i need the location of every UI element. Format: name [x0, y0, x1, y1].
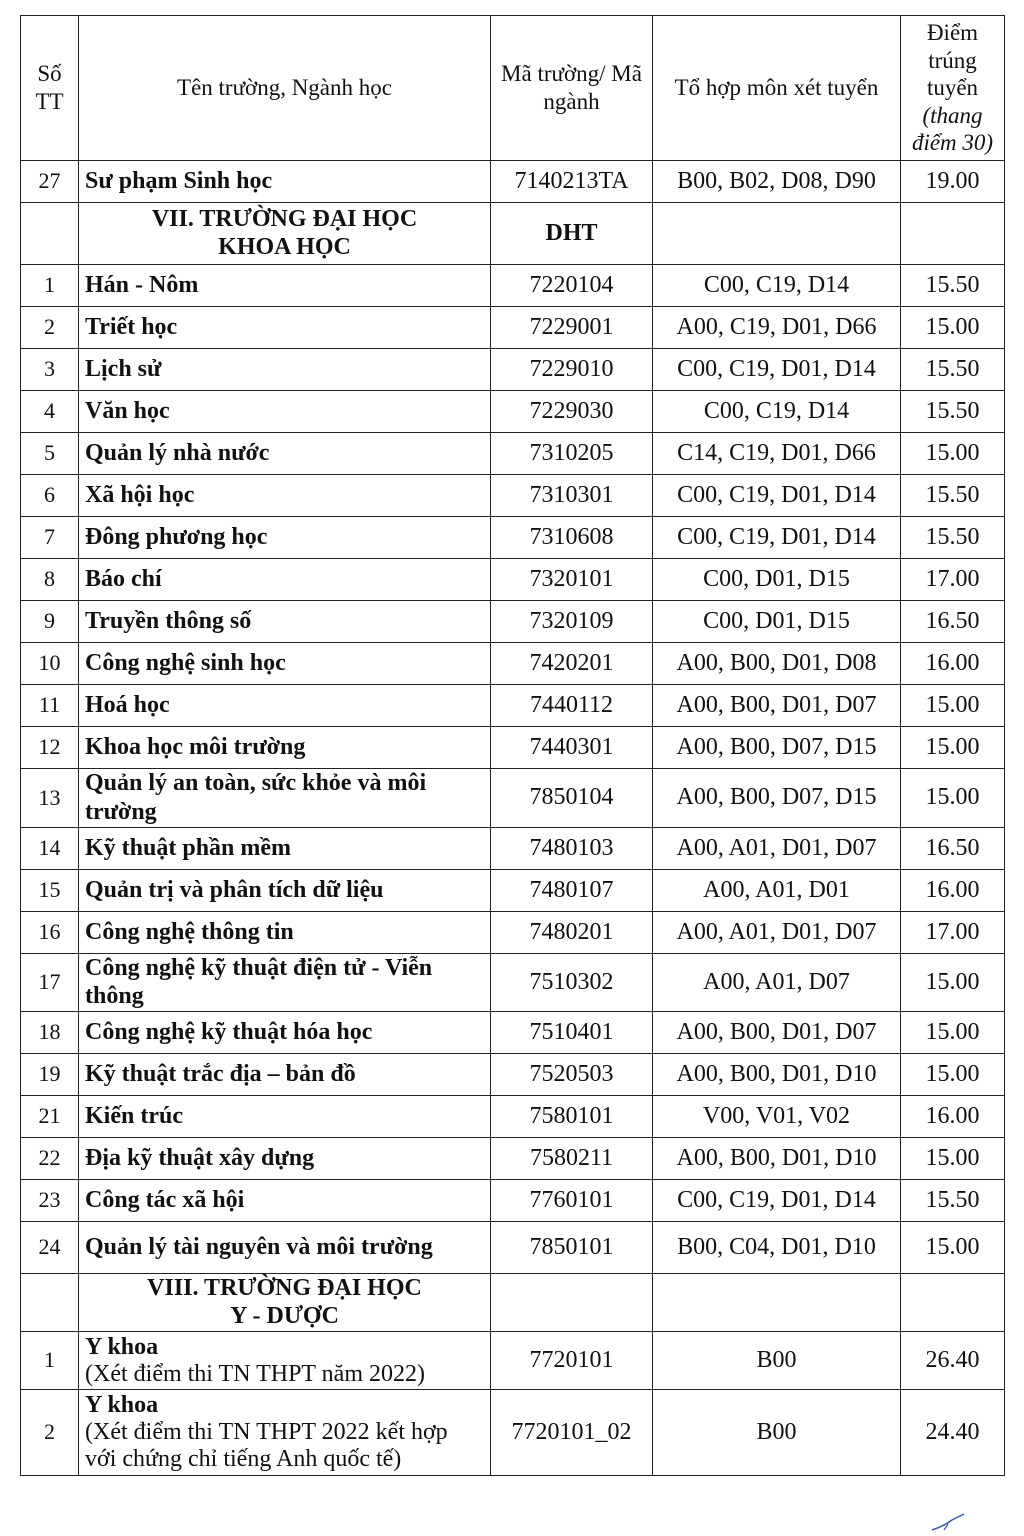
header-score: [901, 16, 1005, 161]
row-score: 15.50: [901, 517, 1005, 559]
row-score: 16.50: [901, 601, 1005, 643]
row-no: 22: [21, 1138, 79, 1180]
row-code: 7229001: [491, 307, 653, 349]
row-code: 7480107: [491, 869, 653, 911]
row-score: 15.00: [901, 727, 1005, 769]
table-row: [21, 643, 1005, 685]
row-no: 17: [21, 953, 79, 1012]
table-row: [21, 827, 1005, 869]
row-score: 16.00: [901, 869, 1005, 911]
row-combo: A00, A01, D01, D07: [653, 827, 901, 869]
row-score: 17.00: [901, 911, 1005, 953]
row-no: 2: [21, 307, 79, 349]
row-no: 15: [21, 869, 79, 911]
header-no: Số TT: [21, 16, 79, 161]
row-combo: V00, V01, V02: [653, 1096, 901, 1138]
row-code: 7440301: [491, 727, 653, 769]
row-name: Kỹ thuật trắc địa – bản đồ: [79, 1054, 491, 1096]
row-name: Công nghệ sinh học: [79, 643, 491, 685]
table-row: [21, 911, 1005, 953]
row-combo: A00, C19, D01, D66: [653, 307, 901, 349]
row-combo: A00, B00, D01, D10: [653, 1138, 901, 1180]
row-no: 1: [21, 265, 79, 307]
row-name: Công nghệ kỹ thuật hóa học: [79, 1012, 491, 1054]
row-no: 8: [21, 559, 79, 601]
row-code: 7310608: [491, 517, 653, 559]
row-combo: C00, C19, D14: [653, 391, 901, 433]
row-score: 15.50: [901, 391, 1005, 433]
row-combo: C00, C19, D01, D14: [653, 1180, 901, 1222]
row-code: 7480103: [491, 827, 653, 869]
row-combo: A00, B00, D07, D15: [653, 769, 901, 828]
table-row: [21, 869, 1005, 911]
row-no: 4: [21, 391, 79, 433]
row-combo: A00, A01, D01: [653, 869, 901, 911]
table-row: [21, 265, 1005, 307]
row-no: 11: [21, 685, 79, 727]
row-score: 16.00: [901, 643, 1005, 685]
table-row: [21, 953, 1005, 1012]
row-name: Địa kỹ thuật xây dựng: [79, 1138, 491, 1180]
table-row: [21, 1332, 1005, 1390]
row-name: Quản lý an toàn, sức khỏe và môi trường: [79, 769, 491, 828]
row-no: 21: [21, 1096, 79, 1138]
section-title-line2: KHOA HỌC: [218, 233, 351, 260]
section-score-cell: [901, 203, 1005, 265]
row-code: 7310205: [491, 433, 653, 475]
row-score: 15.50: [901, 349, 1005, 391]
row-combo: B00: [653, 1390, 901, 1476]
row-no: 9: [21, 601, 79, 643]
table-row: [21, 559, 1005, 601]
row-combo: C00, D01, D15: [653, 559, 901, 601]
row-name: Đông phương học: [79, 517, 491, 559]
row-no: 5: [21, 433, 79, 475]
row-code: 7720101: [491, 1332, 653, 1390]
row-name: Quản lý tài nguyên và môi trường: [79, 1222, 491, 1274]
row-score: 15.00: [901, 1138, 1005, 1180]
row-no: 12: [21, 727, 79, 769]
table-row: [21, 517, 1005, 559]
row-name: Truyền thông số: [79, 601, 491, 643]
row-name: Công tác xã hội: [79, 1180, 491, 1222]
section-title-line1: VIII. TRƯỜNG ĐẠI HỌC: [147, 1275, 422, 1302]
row-score: 15.50: [901, 475, 1005, 517]
table-row: [21, 601, 1005, 643]
row-name: Công nghệ kỹ thuật điện tử - Viễn thông: [79, 953, 491, 1012]
header-name: Tên trường, Ngành học: [79, 16, 491, 161]
row-name: Văn học: [79, 391, 491, 433]
row-no: 2: [21, 1390, 79, 1476]
row-combo: C14, C19, D01, D66: [653, 433, 901, 475]
row-code: 7850101: [491, 1222, 653, 1274]
row-code: 7580211: [491, 1138, 653, 1180]
table-row: [21, 1012, 1005, 1054]
row-code: 7220104: [491, 265, 653, 307]
section-code: [491, 1274, 653, 1332]
row-name: Sư phạm Sinh học: [79, 161, 491, 203]
row-no: 14: [21, 827, 79, 869]
section-no-cell: [21, 203, 79, 265]
row-no: 13: [21, 769, 79, 828]
row-combo: C00, C19, D14: [653, 265, 901, 307]
row-no: 10: [21, 643, 79, 685]
section-title-line2: Y - DƯỢC: [230, 1302, 339, 1329]
row-name-note: (Xét điểm thi TN THPT năm 2022): [85, 1360, 425, 1387]
row-code: 7310301: [491, 475, 653, 517]
row-score: 19.00: [901, 161, 1005, 203]
row-no: 23: [21, 1180, 79, 1222]
row-combo: A00, B00, D01, D10: [653, 1054, 901, 1096]
table-row: [21, 1180, 1005, 1222]
row-score: 15.00: [901, 685, 1005, 727]
table-row: [21, 1222, 1005, 1274]
row-code: 7760101: [491, 1180, 653, 1222]
row-code: 7440112: [491, 685, 653, 727]
row-name: Hán - Nôm: [79, 265, 491, 307]
section-title: [79, 1274, 491, 1332]
row-combo: A00, B00, D01, D08: [653, 643, 901, 685]
table-row: [21, 433, 1005, 475]
section-code: DHT: [491, 203, 653, 265]
row-score: 15.00: [901, 953, 1005, 1012]
table-row: [21, 1390, 1005, 1476]
row-no: 16: [21, 911, 79, 953]
section-combo-cell: [653, 203, 901, 265]
row-score: 16.50: [901, 827, 1005, 869]
row-code: 7420201: [491, 643, 653, 685]
table-header-row: [21, 16, 1005, 161]
row-score: 15.00: [901, 307, 1005, 349]
table-row: [21, 1096, 1005, 1138]
row-score: 15.50: [901, 1180, 1005, 1222]
row-name: Y khoa: [85, 1333, 159, 1360]
section-no-cell: [21, 1274, 79, 1332]
section-header-row: [21, 203, 1005, 265]
row-score: 15.00: [901, 769, 1005, 828]
row-name: Quản lý nhà nước: [79, 433, 491, 475]
table-row: [21, 685, 1005, 727]
row-combo: A00, B00, D01, D07: [653, 1012, 901, 1054]
row-name: Kỹ thuật phần mềm: [79, 827, 491, 869]
row-code: 7320109: [491, 601, 653, 643]
row-combo: B00: [653, 1332, 901, 1390]
row-combo: A00, B00, D07, D15: [653, 727, 901, 769]
row-no: 27: [21, 161, 79, 203]
row-score: 15.00: [901, 1222, 1005, 1274]
row-code: 7140213TA: [491, 161, 653, 203]
row-name-cell: [79, 1332, 491, 1390]
row-name: Y khoa: [85, 1392, 159, 1419]
row-name: Triết học: [79, 307, 491, 349]
row-code: 7480201: [491, 911, 653, 953]
row-no: 6: [21, 475, 79, 517]
section-header-row: [21, 1274, 1005, 1332]
row-name: Khoa học môi trường: [79, 727, 491, 769]
row-code: 7850104: [491, 769, 653, 828]
table-row: [21, 391, 1005, 433]
row-score: 16.00: [901, 1096, 1005, 1138]
row-code: 7720101_02: [491, 1390, 653, 1476]
row-name-note: (Xét điểm thi TN THPT 2022 kết hợp với chứng chỉ tiếng Anh quốc tế): [85, 1419, 448, 1473]
pen-mark-icon: [930, 1512, 966, 1532]
row-combo: A00, A01, D07: [653, 953, 901, 1012]
table-row: [21, 475, 1005, 517]
section-title: [79, 203, 491, 265]
row-combo: C00, C19, D01, D14: [653, 517, 901, 559]
row-name: Lịch sử: [79, 349, 491, 391]
row-no: 1: [21, 1332, 79, 1390]
admissions-table: [20, 15, 1005, 1476]
row-name: Xã hội học: [79, 475, 491, 517]
row-code: 7229030: [491, 391, 653, 433]
row-name: Báo chí: [79, 559, 491, 601]
row-no: 19: [21, 1054, 79, 1096]
row-combo: A00, A01, D01, D07: [653, 911, 901, 953]
row-code: 7510302: [491, 953, 653, 1012]
table-row: [21, 769, 1005, 828]
row-name: Kiến trúc: [79, 1096, 491, 1138]
row-no: 18: [21, 1012, 79, 1054]
row-code: 7510401: [491, 1012, 653, 1054]
table-row: [21, 727, 1005, 769]
table-row: [21, 1138, 1005, 1180]
row-name: Hoá học: [79, 685, 491, 727]
table-row: [21, 1054, 1005, 1096]
row-code: 7229010: [491, 349, 653, 391]
row-name: Công nghệ thông tin: [79, 911, 491, 953]
row-no: 7: [21, 517, 79, 559]
section-score-cell: [901, 1274, 1005, 1332]
header-score-label: Điểm trúng tuyển: [926, 20, 979, 101]
row-no: 3: [21, 349, 79, 391]
row-score: 17.00: [901, 559, 1005, 601]
row-score: 15.00: [901, 1054, 1005, 1096]
row-code: 7520503: [491, 1054, 653, 1096]
header-combo: Tổ hợp môn xét tuyển: [653, 16, 901, 161]
row-score: 24.40: [901, 1390, 1005, 1476]
row-combo: C00, C19, D01, D14: [653, 475, 901, 517]
section-combo-cell: [653, 1274, 901, 1332]
row-combo: C00, C19, D01, D14: [653, 349, 901, 391]
row-combo: C00, D01, D15: [653, 601, 901, 643]
row-code: 7320101: [491, 559, 653, 601]
row-score: 15.50: [901, 265, 1005, 307]
row-name: Quản trị và phân tích dữ liệu: [79, 869, 491, 911]
row-score: 15.00: [901, 1012, 1005, 1054]
table-row: [21, 349, 1005, 391]
row-combo: B00, C04, D01, D10: [653, 1222, 901, 1274]
row-score: 15.00: [901, 433, 1005, 475]
row-combo: B00, B02, D08, D90: [653, 161, 901, 203]
section-title-line1: VII. TRƯỜNG ĐẠI HỌC: [151, 205, 418, 232]
row-code: 7580101: [491, 1096, 653, 1138]
header-code: Mã trường/ Mã ngành: [491, 16, 653, 161]
row-name-cell: [79, 1390, 491, 1476]
row-combo: A00, B00, D01, D07: [653, 685, 901, 727]
row-score: 26.40: [901, 1332, 1005, 1390]
table-row: [21, 161, 1005, 203]
header-score-scale: (thang điểm 30): [911, 102, 994, 156]
table-row: [21, 307, 1005, 349]
row-no: 24: [21, 1222, 79, 1274]
